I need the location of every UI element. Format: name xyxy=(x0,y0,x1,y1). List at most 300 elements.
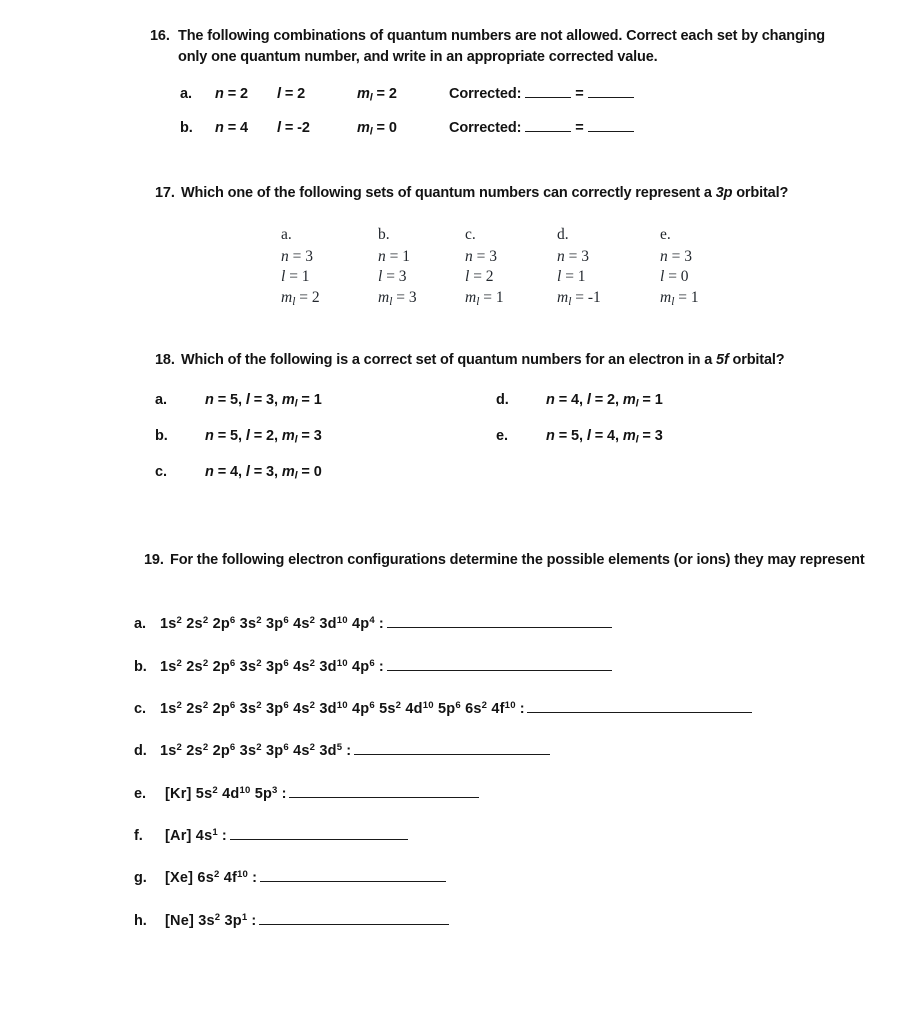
question-17-option-c[interactable] xyxy=(465,226,504,308)
row-label: a. xyxy=(180,85,192,102)
m-symbol: m xyxy=(281,463,295,480)
ml-subscript: l xyxy=(635,398,639,410)
electron-configuration xyxy=(165,870,248,886)
n-value xyxy=(215,86,277,102)
orbital-term: 3s xyxy=(235,743,257,760)
orbital-term: 3d xyxy=(315,658,337,675)
ml-subscript: l xyxy=(476,295,480,308)
n-symbol: n xyxy=(215,85,224,102)
answer-blank[interactable] xyxy=(527,700,752,713)
l-symbol: l xyxy=(245,463,250,480)
l-symbol: l xyxy=(378,268,383,286)
item-label: a. xyxy=(134,616,146,633)
answer-blank[interactable] xyxy=(230,827,408,840)
electron-count: 2 xyxy=(176,657,183,669)
electron-count: 2 xyxy=(213,869,220,881)
l-number: = -2 xyxy=(284,119,310,136)
corrected-blank-left[interactable] xyxy=(525,119,571,132)
colon: : xyxy=(221,827,227,844)
question-17-stem xyxy=(155,183,835,204)
question-19 xyxy=(134,550,904,929)
question-18-option-e[interactable] xyxy=(496,428,663,444)
question-16-row-a xyxy=(180,85,830,102)
question-16-text: The following combinations of quantum numbers are not allowed. Correct each set by changing only one quantum number, and write in an appropriate corrected value. xyxy=(178,28,825,66)
orbital-term: 4p xyxy=(347,616,370,633)
quantum-number-set xyxy=(546,392,663,408)
electron-count: 2 xyxy=(202,657,209,669)
question-19-number: 19. xyxy=(144,552,164,568)
electron-count: 2 xyxy=(176,699,183,711)
l-value xyxy=(465,267,504,287)
l-value xyxy=(281,267,320,287)
question-18-option-b[interactable] xyxy=(155,428,322,444)
l-value xyxy=(277,86,357,102)
m-symbol: m xyxy=(357,85,370,102)
ml-number: = 3 xyxy=(396,288,417,306)
ml-value xyxy=(660,288,699,308)
electron-count: 6 xyxy=(229,742,236,754)
question-17-option-a[interactable] xyxy=(281,226,320,308)
orbital-term: 4s xyxy=(288,743,310,760)
orbital-term: 3s xyxy=(194,912,215,929)
n-value xyxy=(378,247,417,267)
n-number: = 2 xyxy=(227,85,248,102)
ml-value xyxy=(378,288,417,308)
orbital-term: 5s xyxy=(191,785,213,802)
orbital-term: 4p xyxy=(347,700,370,717)
option-label: b. xyxy=(378,226,390,244)
l-value xyxy=(378,267,417,287)
electron-count: 2 xyxy=(309,657,316,669)
electron-count: 2 xyxy=(256,742,262,754)
electron-count: 10 xyxy=(504,699,516,711)
m-symbol: m xyxy=(281,288,293,306)
ml-value xyxy=(357,86,449,102)
ml-subscript: l xyxy=(369,126,373,138)
answer-blank[interactable] xyxy=(259,911,449,924)
electron-count: 4 xyxy=(369,615,375,627)
orbital-term: 3p xyxy=(261,700,284,717)
ml-number: = 2 xyxy=(376,85,397,102)
electron-count: 2 xyxy=(202,742,209,754)
orbital-term: 3p xyxy=(261,743,284,760)
colon: : xyxy=(251,912,257,929)
question-17-option-d[interactable] xyxy=(557,226,601,308)
configuration-item-b xyxy=(134,657,923,674)
option-label: d. xyxy=(496,391,509,408)
orbital-label: 5f xyxy=(716,352,729,368)
orbital-term: 6s xyxy=(193,870,214,887)
option-label: d. xyxy=(557,226,569,244)
configuration-item-f xyxy=(134,827,923,844)
configuration-item-d xyxy=(134,742,923,759)
ml-subscript: l xyxy=(389,295,393,308)
m-symbol: m xyxy=(465,288,477,306)
electron-configuration xyxy=(160,701,516,717)
orbital-term: 3s xyxy=(235,658,257,675)
ml-number: = 1 xyxy=(301,391,322,408)
electron-count: 6 xyxy=(229,615,236,627)
orbital-term: 4p xyxy=(347,658,370,675)
corrected-blank-right[interactable] xyxy=(588,85,634,98)
orbital-term: [Kr] xyxy=(165,785,192,802)
answer-blank[interactable] xyxy=(289,784,479,797)
question-18-number: 18. xyxy=(155,352,175,368)
option-label: c. xyxy=(155,463,167,480)
l-symbol: l xyxy=(586,391,591,408)
orbital-term: 2p xyxy=(208,658,230,675)
ml-value xyxy=(281,288,320,308)
option-label: e. xyxy=(660,226,671,244)
electron-count: 2 xyxy=(256,615,262,627)
electron-count: 2 xyxy=(481,699,488,711)
m-symbol: m xyxy=(557,288,569,306)
question-18-option-a[interactable] xyxy=(155,392,322,408)
n-symbol: n xyxy=(660,248,668,266)
l-number: = 2, xyxy=(253,427,278,444)
l-value xyxy=(277,120,357,136)
question-18-text-before: Which of the following is a correct set of quantum numbers for an electron in a xyxy=(181,352,717,368)
ml-value xyxy=(357,120,449,136)
question-16-row-b xyxy=(180,119,830,136)
orbital-term: 3s xyxy=(235,700,257,717)
electron-count: 2 xyxy=(176,742,183,754)
ml-value xyxy=(557,288,601,308)
l-number: = 0 xyxy=(668,268,689,286)
orbital-term: 4d xyxy=(217,785,240,802)
ml-number: = -1 xyxy=(575,288,601,306)
ml-number: = 3 xyxy=(301,427,322,444)
orbital-term: 3d xyxy=(315,616,337,633)
l-number: = 4, xyxy=(594,427,619,444)
ml-subscript: l xyxy=(292,295,296,308)
colon: : xyxy=(252,870,257,887)
answer-blank[interactable] xyxy=(354,742,550,755)
n-number: = 5, xyxy=(217,427,242,444)
item-label: f. xyxy=(134,827,143,844)
electron-count: 10 xyxy=(239,784,251,796)
electron-count: 2 xyxy=(309,699,316,711)
l-symbol: l xyxy=(660,268,665,286)
m-symbol: m xyxy=(281,427,295,444)
orbital-term: 4d xyxy=(401,700,423,717)
electron-count: 6 xyxy=(369,657,375,669)
m-symbol: m xyxy=(357,119,370,136)
n-symbol: n xyxy=(378,248,386,266)
electron-count: 6 xyxy=(369,699,375,711)
ml-number: = 3 xyxy=(642,427,663,444)
row-label: b. xyxy=(180,119,193,136)
l-number: = 3, xyxy=(253,391,278,408)
question-18-text-after: orbital? xyxy=(728,352,785,368)
electron-count: 6 xyxy=(283,742,289,754)
question-17-number: 17. xyxy=(155,185,175,201)
electron-count: 6 xyxy=(455,699,461,711)
l-number: = 2, xyxy=(594,391,619,408)
item-label: h. xyxy=(134,912,147,929)
m-symbol: m xyxy=(281,391,295,408)
colon: : xyxy=(378,616,384,633)
l-number: = 2 xyxy=(284,85,306,102)
question-18 xyxy=(155,350,855,502)
question-17 xyxy=(155,183,835,318)
l-value xyxy=(660,267,699,287)
configuration-item-c xyxy=(134,700,923,717)
electron-count: 2 xyxy=(214,911,221,923)
electron-count: 2 xyxy=(309,742,316,754)
n-symbol: n xyxy=(205,427,214,444)
ml-subscript: l xyxy=(671,295,675,308)
electron-count: 10 xyxy=(336,657,348,669)
electron-count: 3 xyxy=(272,784,278,796)
l-symbol: l xyxy=(245,391,250,408)
orbital-term: 1s xyxy=(160,700,177,717)
option-label: a. xyxy=(281,226,292,244)
m-symbol: m xyxy=(622,391,636,408)
electron-count: 5 xyxy=(336,742,343,754)
question-18-stem xyxy=(155,350,855,372)
n-number: = 4, xyxy=(217,463,242,480)
item-label: d. xyxy=(134,743,147,760)
l-symbol: l xyxy=(465,268,470,286)
n-number: = 4, xyxy=(558,391,583,408)
m-symbol: m xyxy=(622,427,636,444)
item-label: c. xyxy=(134,700,146,717)
colon: : xyxy=(519,700,525,717)
n-number: = 3 xyxy=(292,248,313,266)
item-label: e. xyxy=(134,785,146,802)
n-number: = 3 xyxy=(476,248,497,266)
ml-subscript: l xyxy=(635,434,639,446)
l-symbol: l xyxy=(277,85,281,102)
corrected-blank-right[interactable] xyxy=(588,119,634,132)
l-number: = 2 xyxy=(473,268,494,286)
l-symbol: l xyxy=(277,119,281,136)
l-symbol: l xyxy=(557,268,562,286)
n-symbol: n xyxy=(215,119,224,136)
question-18-options xyxy=(155,392,855,502)
n-value xyxy=(465,247,504,267)
orbital-term: 4s xyxy=(288,700,310,717)
option-label: b. xyxy=(155,427,168,444)
electron-count: 10 xyxy=(422,699,434,711)
orbital-term: 2p xyxy=(208,700,230,717)
electron-count: 6 xyxy=(229,699,236,711)
electron-count: 2 xyxy=(212,784,218,796)
electron-count: 6 xyxy=(229,657,236,669)
n-symbol: n xyxy=(465,248,473,266)
l-number: = 1 xyxy=(289,268,310,286)
orbital-term: 2p xyxy=(208,743,230,760)
electron-configuration xyxy=(160,743,342,759)
ml-number: = 1 xyxy=(678,288,699,306)
electron-configuration xyxy=(165,913,247,929)
electron-count: 10 xyxy=(336,699,348,711)
question-16 xyxy=(150,26,830,153)
ml-number: = 2 xyxy=(299,288,320,306)
electron-count: 6 xyxy=(283,615,289,627)
ml-number: = 1 xyxy=(483,288,504,306)
l-symbol: l xyxy=(586,427,591,444)
l-number: = 3, xyxy=(253,463,278,480)
electron-count: 6 xyxy=(283,699,289,711)
electron-count: 6 xyxy=(283,657,289,669)
corrected-label: Corrected: xyxy=(449,85,522,102)
quantum-number-set xyxy=(205,428,322,444)
n-value xyxy=(660,247,699,267)
electron-count: 2 xyxy=(256,699,262,711)
orbital-term: 1s xyxy=(160,658,177,675)
orbital-term: 4s xyxy=(191,827,213,844)
question-17-option-b[interactable] xyxy=(378,226,417,308)
electron-count: 2 xyxy=(309,615,316,627)
electron-configuration xyxy=(165,786,278,802)
answer-blank[interactable] xyxy=(260,869,446,882)
orbital-term: 2p xyxy=(208,616,230,633)
m-symbol: m xyxy=(378,288,390,306)
electron-configuration xyxy=(160,659,375,675)
n-symbol: n xyxy=(205,463,214,480)
n-value xyxy=(557,247,601,267)
n-value xyxy=(215,120,277,136)
electron-count: 10 xyxy=(336,615,348,627)
electron-configuration xyxy=(165,828,218,844)
electron-count: 2 xyxy=(202,615,209,627)
ml-subscript: l xyxy=(294,434,298,446)
answer-blank[interactable] xyxy=(387,615,612,628)
orbital-term: 3p xyxy=(261,658,284,675)
orbital-term: 4f xyxy=(219,870,238,887)
orbital-term: 3p xyxy=(220,912,242,929)
orbital-term: 1s xyxy=(160,616,177,633)
orbital-term: 2s xyxy=(182,700,203,717)
configuration-item-g xyxy=(134,869,923,886)
question-17-option-e[interactable] xyxy=(660,226,699,308)
electron-count: 2 xyxy=(256,657,262,669)
n-symbol: n xyxy=(281,248,289,266)
question-16-stem xyxy=(150,26,830,68)
corrected-label: Corrected: xyxy=(449,119,522,136)
question-16-number: 16. xyxy=(150,28,170,44)
orbital-term: 3p xyxy=(261,616,284,633)
corrected-group xyxy=(449,85,634,102)
colon: : xyxy=(281,785,287,802)
n-value xyxy=(281,247,320,267)
electron-count: 10 xyxy=(237,869,249,881)
question-17-options-grid xyxy=(155,226,835,318)
electron-count: 2 xyxy=(395,699,402,711)
orbital-term: [Ne] xyxy=(165,912,194,929)
colon: : xyxy=(346,743,351,760)
orbital-term: [Xe] xyxy=(165,870,194,887)
n-symbol: n xyxy=(546,427,555,444)
orbital-label: 3p xyxy=(715,185,733,201)
m-symbol: m xyxy=(660,288,672,306)
electron-configuration-list xyxy=(134,615,923,954)
configuration-item-h xyxy=(134,911,923,928)
l-symbol: l xyxy=(281,268,286,286)
equals-sign: = xyxy=(575,85,584,102)
corrected-blank-left[interactable] xyxy=(525,85,571,98)
orbital-term: 4s xyxy=(288,616,310,633)
question-17-text-after: orbital? xyxy=(732,185,789,201)
orbital-term: 3s xyxy=(235,616,257,633)
orbital-term: 2s xyxy=(182,658,203,675)
ml-number: = 0 xyxy=(376,119,397,136)
question-18-option-d[interactable] xyxy=(496,392,663,408)
configuration-item-e xyxy=(134,784,923,801)
question-19-text: For the following electron configurations determine the possible elements (or ions) they may represent xyxy=(170,552,865,568)
ml-subscript: l xyxy=(568,295,572,308)
electron-count: 1 xyxy=(212,826,218,838)
question-18-option-c[interactable] xyxy=(155,464,322,480)
ml-number: = 1 xyxy=(642,391,663,408)
electron-count: 1 xyxy=(241,911,248,923)
option-label: e. xyxy=(496,427,508,444)
orbital-term: 2s xyxy=(182,616,203,633)
l-number: = 1 xyxy=(565,268,586,286)
quantum-number-set xyxy=(205,464,322,480)
ml-value xyxy=(465,288,504,308)
n-symbol: n xyxy=(205,391,214,408)
orbital-term: 1s xyxy=(160,743,177,760)
n-symbol: n xyxy=(557,248,565,266)
n-symbol: n xyxy=(546,391,555,408)
n-number: = 5, xyxy=(558,427,583,444)
orbital-term: 5p xyxy=(250,785,273,802)
orbital-term: 5s xyxy=(374,700,396,717)
orbital-term: 4f xyxy=(487,700,505,717)
corrected-group xyxy=(449,119,634,136)
orbital-term: 6s xyxy=(460,700,482,717)
orbital-term: [Ar] xyxy=(165,827,192,844)
n-number: = 4 xyxy=(227,119,248,136)
colon: : xyxy=(378,658,384,675)
orbital-term: 4s xyxy=(288,658,310,675)
electron-configuration xyxy=(160,616,375,632)
l-number: = 3 xyxy=(386,268,407,286)
question-16-rows xyxy=(150,85,830,136)
electron-count: 2 xyxy=(176,615,183,627)
l-symbol: l xyxy=(245,427,250,444)
question-17-text-before: Which one of the following sets of quantum numbers can correctly represent a xyxy=(181,185,716,201)
item-label: b. xyxy=(134,658,147,675)
option-label: a. xyxy=(155,391,167,408)
orbital-term: 2s xyxy=(182,743,203,760)
orbital-term: 5p xyxy=(433,700,456,717)
quantum-number-set xyxy=(546,428,663,444)
option-label: c. xyxy=(465,226,476,244)
ml-subscript: l xyxy=(369,92,373,104)
ml-number: = 0 xyxy=(301,463,322,480)
n-number: = 3 xyxy=(671,248,692,266)
equals-sign: = xyxy=(575,119,584,136)
orbital-term: 3d xyxy=(315,743,337,760)
electron-count: 2 xyxy=(202,699,209,711)
quantum-number-set xyxy=(205,392,322,408)
ml-subscript: l xyxy=(294,470,298,482)
orbital-term: 3d xyxy=(315,700,337,717)
answer-blank[interactable] xyxy=(387,657,612,670)
l-value xyxy=(557,267,601,287)
item-label: g. xyxy=(134,870,147,887)
n-number: = 5, xyxy=(217,391,242,408)
question-19-stem xyxy=(144,550,904,571)
ml-subscript: l xyxy=(294,398,298,410)
configuration-item-a xyxy=(134,615,923,632)
n-number: = 1 xyxy=(389,248,410,266)
n-number: = 3 xyxy=(568,248,589,266)
